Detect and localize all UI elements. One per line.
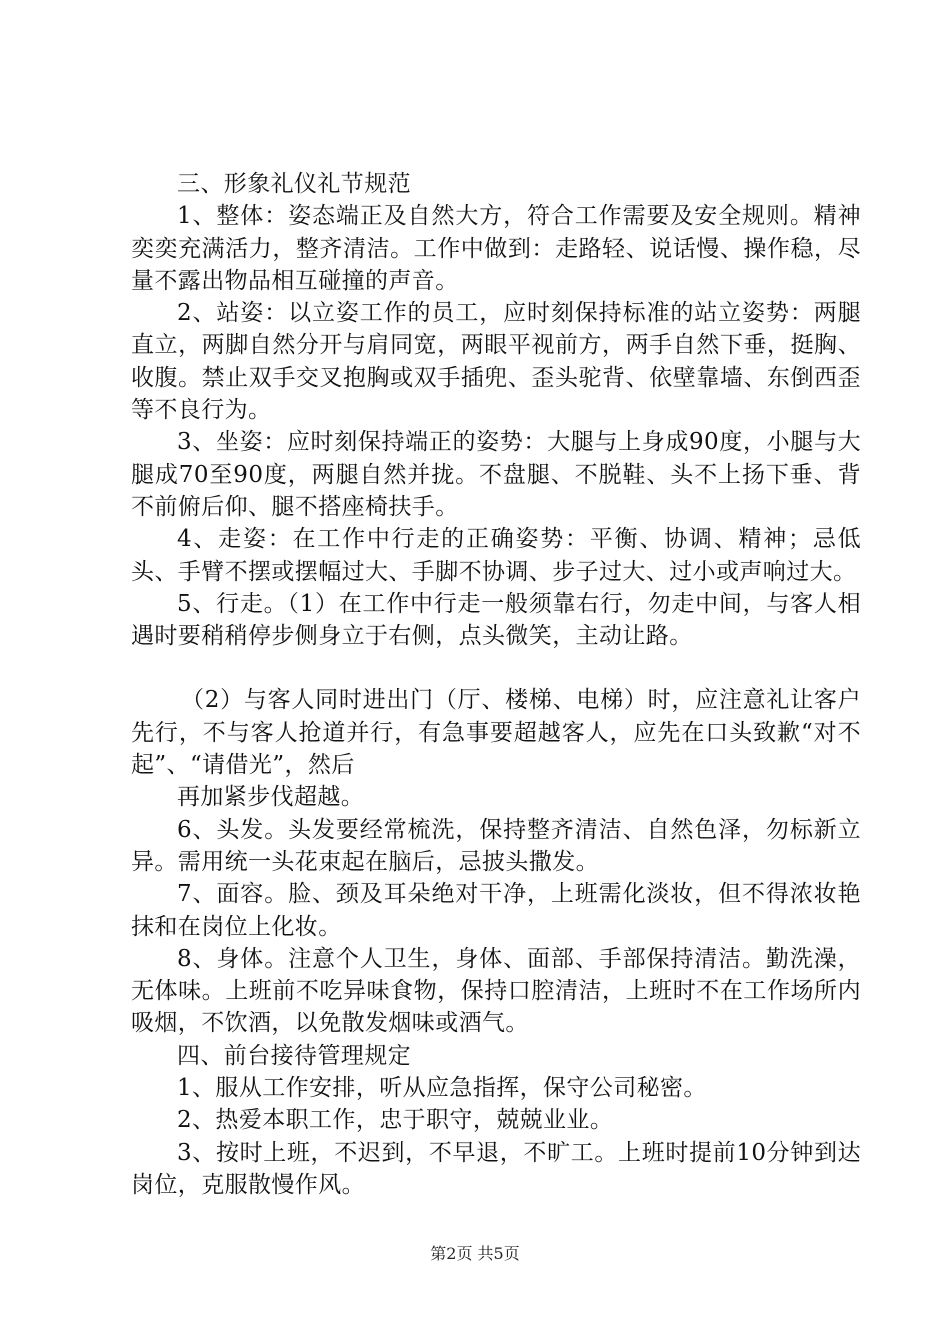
paragraph-entering-doors: （2）与客人同时进出门（厅、楼梯、电梯）时，应注意礼让客户先行，不与客人抢道并行，有急事要超越客人，应先在口头致歉“对不起”、“请借光”，然后	[131, 687, 861, 779]
paragraph-standing: 2、站姿：以立姿工作的员工，应时刻保持标准的站立姿势：两腿直立，两脚自然分开与肩同宽，两眼平视前方，两手自然下垂，挺胸、收腹。禁止双手交叉抱胸或双手插兜、歪头驼背、依壁靠墙、东倒西歪等不良行为。	[131, 300, 861, 424]
paragraph-face: 7、面容。脸、颈及耳朵绝对干净，上班需化淡妆，但不得浓妆艳抹和在岗位上化妆。	[131, 881, 861, 940]
paragraph-sitting: 3、坐姿：应时刻保持端正的姿势：大腿与上身成90度，小腿与大腿成70至90度，两腿自然并拢。不盘腿、不脱鞋、头不上扬下垂、背不前俯后仰、腿不搭座椅扶手。	[131, 429, 861, 520]
paragraph-overall: 1、整体：姿态端正及自然大方，符合工作需要及安全规则。精神奕奕充满活力，整齐清洁。工作中做到：走路轻、说话慢、操作稳，尽量不露出物品相互碰撞的声音。	[131, 203, 861, 294]
paragraph-rule-3: 3、按时上班，不迟到，不早退，不旷工。上班时提前10分钟到达岗位，克服散慢作风。	[131, 1139, 861, 1198]
page-number-footer: 第2页 共5页	[430, 1244, 520, 1263]
paragraph-walking-rules: 5、行走。（1）在工作中行走一般须靠右行，勿走中间，与客人相遇时要稍稍停步侧身立于右侧，点头微笑，主动让路。	[131, 590, 861, 650]
paragraph-hair: 6、头发。头发要经常梳洗，保持整齐清洁、自然色泽，勿标新立异。需用统一头花束起在脑后，忌披头撒发。	[131, 816, 861, 875]
section-heading-image-etiquette: 三、形象礼仪礼节规范	[177, 171, 411, 197]
paragraph-rule-2: 2、热爱本职工作，忠于职守，兢兢业业。	[177, 1107, 614, 1134]
paragraph-overtake: 再加紧步伐超越。	[177, 784, 365, 811]
paragraph-body: 8、身体。注意个人卫生，身体、面部、手部保持清洁。勤洗澡，无体味。上班前不吃异味食物，保持口腔清洁，上班时不在工作场所内吸烟，不饮酒，以免散发烟味或酒气。	[131, 945, 861, 1037]
paragraph-walking-posture: 4、走姿：在工作中行走的正确姿势：平衡、协调、精神；忌低头、手臂不摆或摆幅过大、手脚不协调、步子过大、过小或声响过大。	[131, 526, 861, 585]
section-heading-reception-rules: 四、前台接待管理规定	[177, 1042, 411, 1069]
document-body	[131, 168, 861, 1201]
paragraph-rule-1: 1、服从工作安排，听从应急指挥，保守公司秘密。	[177, 1075, 707, 1102]
